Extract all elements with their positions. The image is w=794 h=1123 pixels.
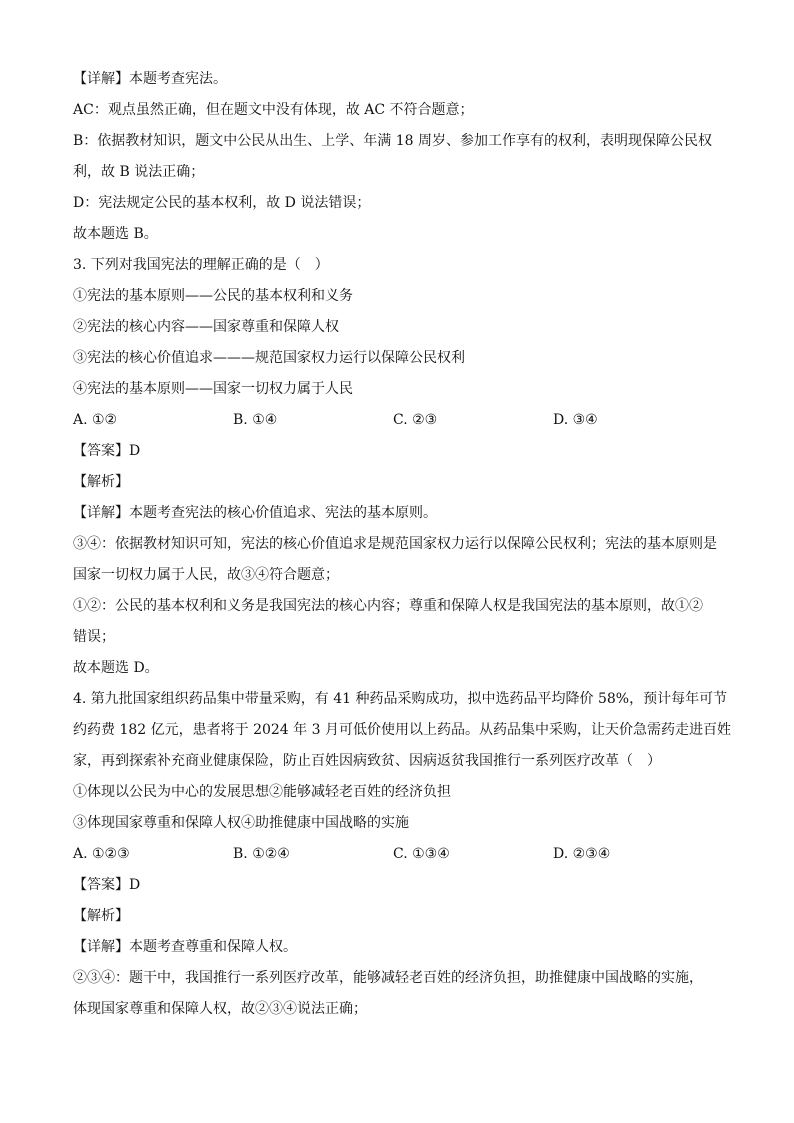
options-row — [73, 405, 723, 436]
question-item: ④宪法的基本原则——国家一切权力属于人民 — [73, 381, 353, 397]
option-c: C. ②③ — [393, 412, 438, 428]
option-b: B. ①②④ — [233, 846, 290, 862]
question-item: ①宪法的基本原则——公民的基本权利和义务 — [73, 288, 353, 304]
explain-line: 【详解】本题考查宪法。 — [73, 71, 227, 87]
explain-line: D：宪法规定公民的基本权利，故 D 说法错误； — [73, 195, 371, 211]
explain-line: ②③④：题干中，我国推行一系列医疗改革，能够减轻老百姓的经济负担，助推健康中国战略的实施， — [73, 970, 703, 986]
explain-line: 体现国家尊重和保障人权，故②③④说法正确； — [73, 1001, 367, 1017]
question-item: ③宪法的核心价值追求———规范国家权力运行以保障公民权利 — [73, 350, 465, 366]
question-stem: 4. 第九批国家组织药品集中带量采购，有 41 种药品采购成功，拟中选药品平均降价 58%，预计每年可节 — [73, 691, 728, 707]
document-page — [73, 64, 731, 1025]
analysis-heading: 【解析】 — [73, 474, 129, 490]
options-row — [73, 839, 723, 870]
question-item: ②宪法的核心内容——国家尊重和保障人权 — [73, 319, 339, 335]
question-stem: 3. 下列对我国宪法的理解正确的是（ ） — [73, 257, 329, 273]
option-a: A. ①② — [73, 412, 118, 428]
question-3 — [73, 250, 723, 684]
explain-line: ③④：依据教材知识可知，宪法的核心价值追求是规范国家权力运行以保障公民权利；宪法的基本原则是 — [73, 536, 717, 552]
option-c: C. ①③④ — [393, 846, 450, 862]
explain-line: 错误； — [73, 629, 115, 645]
option-b: B. ①④ — [233, 412, 278, 428]
option-d: D. ③④ — [553, 412, 598, 428]
question-item: ③体现国家尊重和保障人权④助推健康中国战略的实施 — [73, 815, 409, 831]
conclusion-line: 故本题选 D。 — [73, 660, 159, 676]
explain-line: 【详解】本题考查尊重和保障人权。 — [73, 939, 297, 955]
analysis-heading: 【解析】 — [73, 908, 129, 924]
explain-line: AC：观点虽然正确，但在题文中没有体现，故 AC 不符合题意； — [73, 102, 474, 118]
question-4 — [73, 684, 731, 1025]
answer-line: 【答案】D — [73, 877, 141, 893]
question-stem: 约药费 182 亿元，患者将于 2024 年 3 月可低价使用以上药品。从药品集中采购，让天价急需药走进百姓 — [73, 722, 731, 738]
answer-line: 【答案】D — [73, 443, 141, 459]
explain-line: 国家一切权力属于人民，故③④符合题意； — [73, 567, 339, 583]
option-a: A. ①②③ — [73, 846, 130, 862]
question-stem: 家，再到探索补充商业健康保险，防止百姓因病致贫、因病返贫我国推行一系列医疗改革（ ） — [73, 753, 661, 769]
question-item: ①体现以公民为中心的发展思想②能够减轻老百姓的经济负担 — [73, 784, 451, 800]
conclusion-line: 故本题选 B。 — [73, 226, 158, 242]
explain-line: ①②：公民的基本权利和义务是我国宪法的核心内容；尊重和保障人权是我国宪法的基本原则，故①② — [73, 598, 703, 614]
option-d: D. ②③④ — [553, 846, 611, 862]
explain-line: 利，故 B 说法正确； — [73, 164, 205, 180]
explain-line: B：依据教材知识，题文中公民从出生、上学、年满 18 周岁、参加工作享有的权利，表明现保障公民权 — [73, 133, 713, 149]
explain-line: 【详解】本题考查宪法的核心价值追求、宪法的基本原则。 — [73, 505, 437, 521]
